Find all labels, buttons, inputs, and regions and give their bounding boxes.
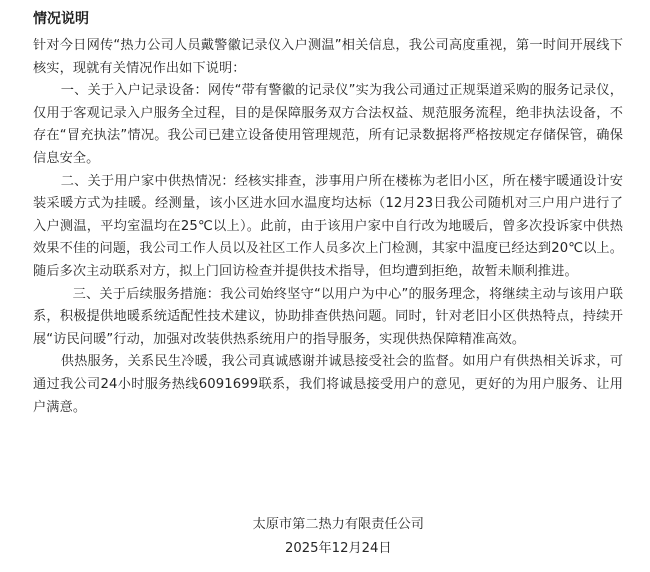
document-title: 情况说明 xyxy=(33,11,89,27)
section-2-paragraph: 二、关于用户家中供热情况：经核实排查，涉事用户所在楼栋为老旧小区，所在楼宇暖通设计安装采暖方式为挂暖。经测量，该小区进水回水温度均达标（12月23日我公司随机对三户用户进行了入户测温，平均室温均在25℃以上）。此前，由于该用户家中自行改为地暖后，曾多次投诉家中供热效果不佳的问题，我公司工作人员以及社区工作人员多次上门检测，其家中温度已经达到20℃以上。随后多次主动联系对方，拟上门回访检查并提供技术指导，但均遭到拒绝，故暂未顺利推进。 xyxy=(33,173,623,279)
company-name: 太原市第二热力有限责任公司 xyxy=(252,517,424,532)
document-body xyxy=(33,35,623,419)
intro-paragraph: 针对今日网传“热力公司人员戴警徽记录仪入户测温”相关信息，我公司高度重视，第一时间开展线下核实，现就有关情况作出如下说明： xyxy=(33,38,623,76)
document-date: 2025年12月24日 xyxy=(284,541,392,556)
closing-paragraph: 供热服务，关系民生冷暖，我公司真诚感谢并诚恳接受社会的监督。如用户有供热相关诉求，可通过我公司24小时服务热线6091699联系，我们将诚恳接受用户的意见，更好的为用户服务、让用户满意。 xyxy=(33,354,623,415)
section-3-paragraph: 三、关于后续服务措施：我公司始终坚守“以用户为中心”的服务理念，将继续主动与该用户联系，积极提供地暖系统适配性技术建议，协助排查供热问题。同时，针对老旧小区供热特点，持续开展“访民问暖”行动，加强对改装供热系统用户的指导服务，实现供热保障精准高效。 xyxy=(33,286,623,347)
signature-block xyxy=(253,513,424,561)
section-1-paragraph: 一、关于入户记录设备：网传“带有警徽的记录仪”实为我公司通过正规渠道采购的服务记录仪，仅用于客观记录入户服务全过程，目的是保障服务双方合法权益、规范服务流程，绝非执法设备，不存在“冒充执法”情况。我公司已建立设备使用管理规范，所有记录数据将严格按规定存储保管，确保信息安全。 xyxy=(33,83,623,166)
